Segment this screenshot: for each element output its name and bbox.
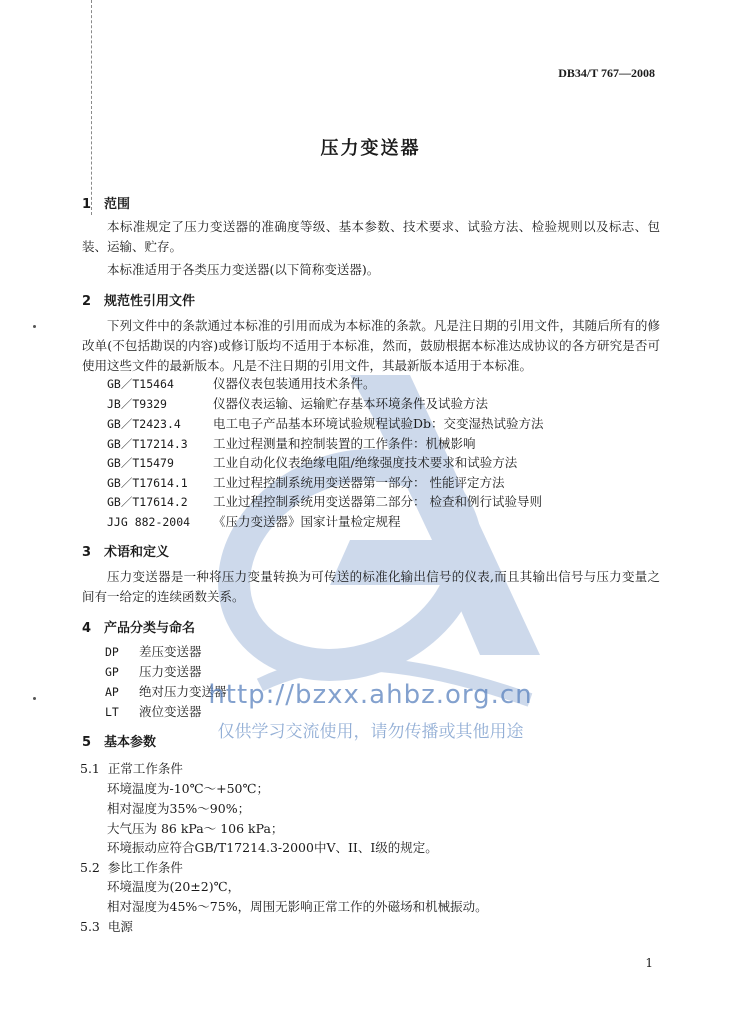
subsection-title: 参比工作条件 bbox=[107, 860, 183, 875]
reference-title: 仪器仪表运输、运输贮存基本环境条件及试验方法 bbox=[213, 396, 489, 411]
watermark-note: 仅供学习交流使用，请勿传播或其他用途 bbox=[217, 722, 524, 742]
classification-name: 压力变送器 bbox=[139, 664, 202, 679]
subsection-5-1-heading bbox=[80, 759, 183, 779]
reference-title: 《压力变送器》国家计量检定规程 bbox=[213, 514, 401, 529]
classification-code: DP bbox=[105, 645, 119, 659]
section-number: 4 bbox=[82, 621, 92, 636]
reference-title: 电工电子产品基本环境试验规程试验Db：交变湿热试验方法 bbox=[213, 416, 544, 431]
reference-item bbox=[107, 492, 188, 512]
reference-item bbox=[107, 473, 188, 493]
watermark-url: http://bzxx.ahbz.org.cn bbox=[208, 680, 533, 710]
classification-code: AP bbox=[105, 685, 119, 699]
page-number: 1 bbox=[645, 956, 653, 970]
subsection-title: 正常工作条件 bbox=[107, 761, 183, 776]
classification-code: LT bbox=[105, 705, 119, 719]
classification-name: 液位变送器 bbox=[139, 704, 202, 719]
section-title: 基本参数 bbox=[104, 735, 157, 750]
reference-code: JJG 882-2004 bbox=[107, 515, 191, 529]
subsection-number: 5.1 bbox=[80, 761, 100, 776]
section-title: 范围 bbox=[104, 197, 131, 212]
section-3-heading bbox=[82, 541, 169, 560]
subsection-number: 5.2 bbox=[80, 860, 100, 875]
reference-item bbox=[107, 374, 174, 394]
reference-title: 工业过程控制系统用变送器第二部分： 检查和例行试验导则 bbox=[213, 494, 542, 509]
reference-item bbox=[107, 414, 181, 434]
subsection-5-2-heading bbox=[80, 858, 183, 878]
condition-line: 大气压为 86 kPa～ 106 kPa； bbox=[107, 821, 284, 836]
section-title: 术语和定义 bbox=[104, 545, 170, 560]
reference-code: GB／T2423.4 bbox=[107, 417, 181, 431]
classification-name: 差压变送器 bbox=[139, 644, 202, 659]
reference-item bbox=[107, 394, 167, 414]
condition-line: 相对湿度为45%～75%，周围无影响正常工作的外磁场和机械振动。 bbox=[107, 899, 488, 914]
subsection-5-3-heading bbox=[80, 917, 133, 937]
section-2-paragraph-1: 下列文件中的条款通过本标准的引用而成为本标准的条款。凡是注日期的引用文件，其随后所有的修改单(不包括勘误的内容)或修订版均不适用于本标准，然而，鼓励根据本标准达成协议的各方研究是否可使用这些文件的最新版本。凡是不注日期的引用文件，其最新版本适用于本标准。 bbox=[82, 318, 660, 373]
reference-title: 工业过程测量和控制装置的工作条件：机械影响 bbox=[213, 436, 476, 451]
reference-item bbox=[107, 434, 188, 454]
document-title: 压力变送器 bbox=[320, 138, 421, 159]
section-1-heading bbox=[82, 193, 130, 212]
condition-line: 环境温度为-10℃～+50℃； bbox=[107, 781, 269, 796]
section-1-paragraph-2: 本标准适用于各类压力变送器(以下简称变送器)。 bbox=[107, 262, 380, 277]
section-number: 2 bbox=[82, 294, 92, 309]
scan-speck bbox=[33, 325, 36, 328]
reference-title: 仪器仪表包装通用技术条件。 bbox=[213, 376, 376, 391]
reference-code: GB／T15479 bbox=[107, 456, 174, 470]
condition-line: 相对湿度为35%～90%； bbox=[107, 801, 251, 816]
reference-title: 工业过程控制系统用变送器第一部分： 性能评定方法 bbox=[213, 475, 505, 490]
reference-code: GB／T17214.3 bbox=[107, 437, 188, 451]
section-2-heading bbox=[82, 290, 195, 309]
section-number: 3 bbox=[82, 545, 92, 560]
section-4-heading bbox=[82, 617, 195, 636]
reference-title: 工业自动化仪表绝缘电阻/绝缘强度技术要求和试验方法 bbox=[213, 455, 518, 470]
standard-code: DB34/T 767—2008 bbox=[558, 66, 655, 80]
classification-name: 绝对压力变送器 bbox=[139, 684, 227, 699]
section-1-paragraph-1: 本标准规定了压力变送器的准确度等级、基本参数、技术要求、试验方法、检验规则以及标志、包装、运输、贮存。 bbox=[82, 219, 660, 254]
section-title: 规范性引用文件 bbox=[104, 294, 196, 309]
reference-item bbox=[107, 453, 174, 473]
reference-item bbox=[107, 512, 190, 532]
subsection-number: 5.3 bbox=[80, 919, 100, 934]
classification-code: GP bbox=[105, 665, 119, 679]
reference-code: JB／T9329 bbox=[107, 397, 167, 411]
section-title: 产品分类与命名 bbox=[104, 621, 196, 636]
reference-code: GB／T17614.2 bbox=[107, 495, 188, 509]
section-number: 1 bbox=[82, 197, 92, 212]
condition-line: 环境振动应符合GB/T17214.3-2000中V、II、I级的规定。 bbox=[107, 840, 438, 855]
condition-line: 环境温度为(20±2)℃， bbox=[107, 879, 241, 894]
subsection-title: 电源 bbox=[107, 919, 133, 934]
reference-code: GB／T15464 bbox=[107, 377, 174, 391]
section-3-paragraph-1: 压力变送器是一种将压力变量转换为可传送的标准化输出信号的仪表,而且其输出信号与压力变量之间有一给定的连续函数关系。 bbox=[82, 569, 660, 604]
reference-code: GB／T17614.1 bbox=[107, 476, 188, 490]
section-number: 5 bbox=[82, 735, 92, 750]
binding-margin-line bbox=[91, 0, 92, 215]
